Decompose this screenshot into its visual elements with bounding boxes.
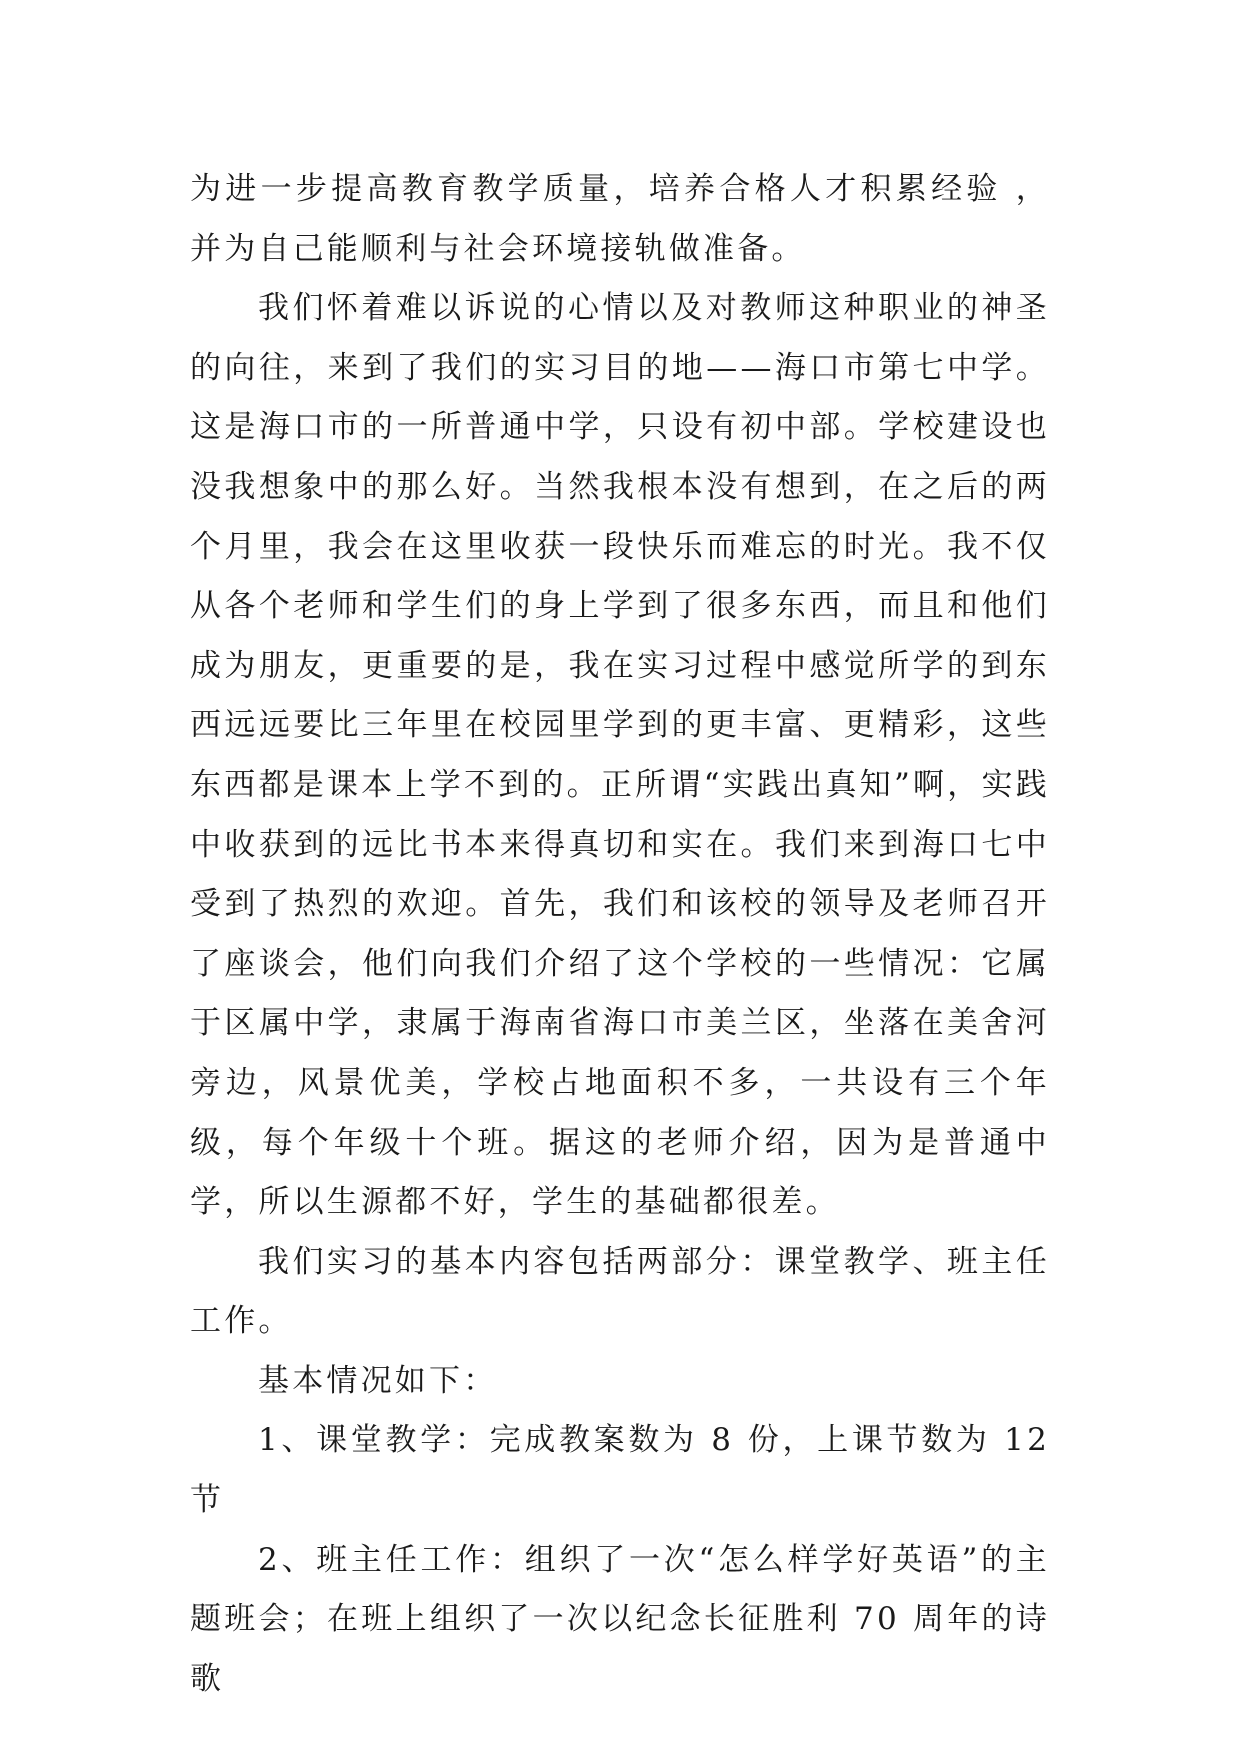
paragraph: 2、班主任工作：组织了一次“怎么样学好英语”的主题班会；在班上组织了一次以纪念长征胜利 70 周年的诗歌 xyxy=(190,1541,1050,1697)
paragraph: 基本情况如下： xyxy=(258,1362,498,1399)
paragraph: 我们实习的基本内容包括两部分：课堂教学、班主任工作。 xyxy=(190,1243,1050,1340)
paragraph: 我们怀着难以诉说的心情以及对教师这种职业的神圣的向往，来到了我们的实习目的地——海口市第七中学。这是海口市的一所普通中学，只设有初中部。学校建设也没我想象中的那么好。当然我根本没有想到，在之后的两个月里，我会在这里收获一段快乐而难忘的时光。我不仅从各个老师和学生们的身上学到了很多东西，而且和他们成为朋友，更重要的是，我在实习过程中感觉所学的到东西远远要比三年里在校园里学到的更丰富、更精彩，这些东西都是课本上学不到的。正所谓“实践出真知”啊，实践中收获到的远比书本来得真切和实在。我们来到海口七中受到了热烈的欢迎。首先，我们和该校的领导及老师召开了座谈会，他们向我们介绍了这个学校的一些情况：它属于区属中学，隶属于海南省海口市美兰区，坐落在美舍河旁边，风景优美，学校占地面积不多，一共设有三个年级，每个年级十个班。据这的老师介绍，因为是普通中学，所以生源都不好，学生的基础都很差。 xyxy=(190,290,1050,1221)
paragraph: 1、课堂教学：完成教案数为 8 份，上课节数为 12 节 xyxy=(190,1422,1050,1519)
paragraph: 为进一步提高教育教学质量，培养合格人才积累经验 ，并为自己能顺利与社会环境接轨做准备。 xyxy=(190,171,1050,267)
body-text xyxy=(190,160,1050,1709)
